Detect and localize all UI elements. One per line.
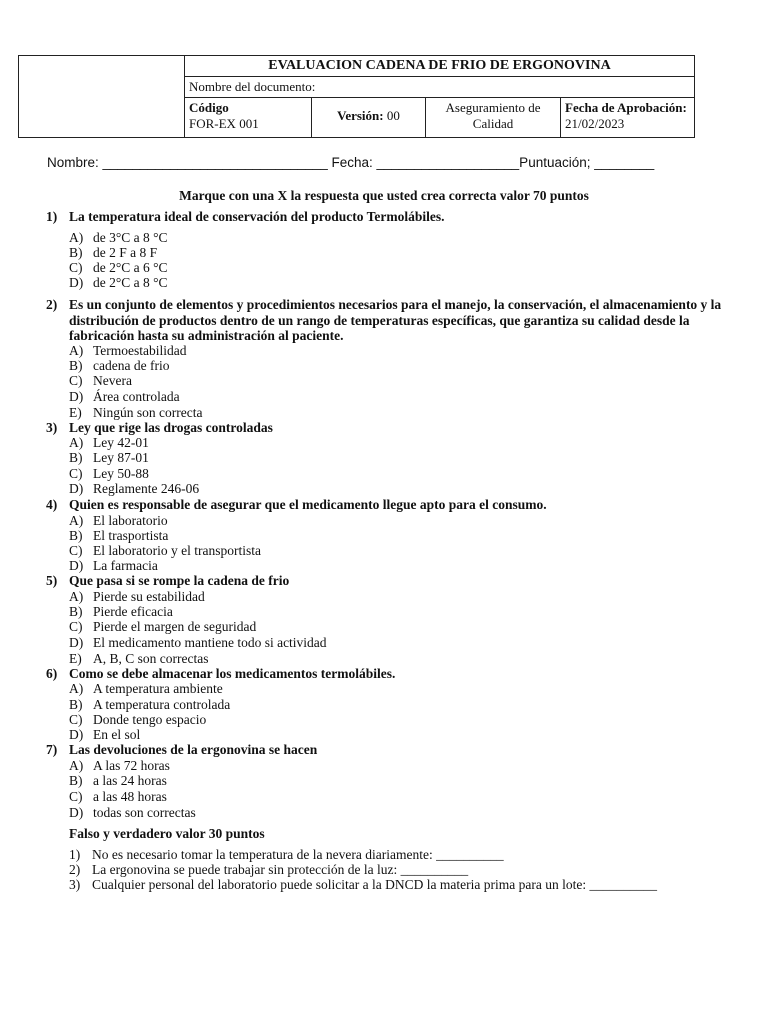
code-value: FOR-EX 001 <box>189 116 259 131</box>
question-7 <box>46 742 746 758</box>
question-number: 4) <box>46 497 58 512</box>
option[interactable]: B) a las 24 horas <box>69 773 167 788</box>
question-1 <box>46 209 746 225</box>
option[interactable]: B) Pierde eficacia <box>69 604 173 619</box>
option[interactable]: C) Donde tengo espacio <box>69 712 207 727</box>
option[interactable]: B) de 2 F a 8 F <box>69 245 158 260</box>
option[interactable]: A) El laboratorio <box>69 513 168 528</box>
question-number: 1) <box>46 209 58 224</box>
option[interactable]: D) Área controlada <box>69 389 180 404</box>
question-3 <box>46 420 746 436</box>
option[interactable]: C) Ley 50-88 <box>69 466 149 481</box>
doc-name-label: Nombre del documento: <box>185 76 694 98</box>
question-text: Es un conjunto de elementos y procedimientos necesarios para el manejo, la conservación, el almacenamiento y la distribución de productos dentro de un rango de temperaturas específicas, que garantiza su calidad desde la fabricación hasta su administración al paciente. <box>69 297 722 343</box>
option[interactable]: D) En el sol <box>69 727 141 742</box>
option[interactable]: A) Pierde su estabilidad <box>69 589 205 604</box>
version-value: 00 <box>386 108 400 123</box>
department-line2: Calidad <box>472 116 514 131</box>
tf-item[interactable]: 3) Cualquier personal del laboratorio puede solicitar a la DNCD la materia prima para un lote: __________ <box>69 877 657 892</box>
student-info-line: Nombre: ______________________________ Fecha: ___________________Puntuación; ________ <box>47 155 655 170</box>
question-text: La temperatura ideal de conservación del producto Termolábiles. <box>69 209 445 224</box>
option[interactable]: A) de 3°C a 8 °C <box>69 230 168 245</box>
approval-cell <box>561 98 694 137</box>
option[interactable]: D) de 2°C a 8 °C <box>69 275 168 290</box>
option[interactable]: A) Ley 42-01 <box>69 435 149 450</box>
question-text: Quien es responsable de asegurar que el medicamento llegue apto para el consumo. <box>69 497 547 512</box>
option[interactable]: B) Ley 87-01 <box>69 450 149 465</box>
question-text: Ley que rige las drogas controladas <box>69 420 273 435</box>
option[interactable]: D) Reglamente 246-06 <box>69 481 200 496</box>
document-title: EVALUACION CADENA DE FRIO DE ERGONOVINA <box>185 56 694 77</box>
logo-cell <box>19 56 185 137</box>
department-line1: Aseguramiento de <box>445 100 541 115</box>
code-label: Código <box>189 100 229 115</box>
option[interactable]: A) A temperatura ambiente <box>69 681 223 696</box>
approval-value: 21/02/2023 <box>565 116 625 131</box>
option[interactable]: E) A, B, C son correctas <box>69 651 209 666</box>
tf-section-title: Falso y verdadero valor 30 puntos <box>69 826 265 841</box>
header-table <box>18 55 695 138</box>
question-number: 7) <box>46 742 58 757</box>
instructions: Marque con una X la respuesta que usted crea correcta valor 70 puntos <box>179 188 589 203</box>
question-text: Como se debe almacenar los medicamentos termolábiles. <box>69 666 396 681</box>
question-5 <box>46 573 746 589</box>
question-number: 6) <box>46 666 58 681</box>
option[interactable]: C) Pierde el margen de seguridad <box>69 619 257 634</box>
option[interactable]: A) A las 72 horas <box>69 758 170 773</box>
code-cell <box>185 98 312 137</box>
question-text: Las devoluciones de la ergonovina se hacen <box>69 742 318 757</box>
option[interactable]: B) El trasportista <box>69 528 169 543</box>
option[interactable]: A) Termoestabilidad <box>69 343 187 358</box>
question-2 <box>46 297 746 344</box>
version-cell <box>312 98 426 137</box>
option[interactable]: B) cadena de frio <box>69 358 170 373</box>
option[interactable]: D) La farmacia <box>69 558 158 573</box>
question-text: Que pasa si se rompe la cadena de frio <box>69 573 290 588</box>
option[interactable]: D) El medicamento mantiene todo si actividad <box>69 635 327 650</box>
question-4 <box>46 497 746 513</box>
option[interactable]: D) todas son correctas <box>69 805 196 820</box>
department-cell <box>426 98 561 137</box>
option[interactable]: C) Nevera <box>69 373 132 388</box>
tf-item[interactable]: 2) La ergonovina se puede trabajar sin protección de la luz: __________ <box>69 862 469 877</box>
option[interactable]: C) a las 48 horas <box>69 789 167 804</box>
tf-item[interactable]: 1) No es necesario tomar la temperatura de la nevera diariamente: __________ <box>69 847 504 862</box>
option[interactable]: E) Ningún son correcta <box>69 405 203 420</box>
option[interactable]: B) A temperatura controlada <box>69 697 231 712</box>
question-6 <box>46 666 746 682</box>
option[interactable]: C) El laboratorio y el transportista <box>69 543 261 558</box>
question-number: 3) <box>46 420 58 435</box>
approval-label: Fecha de Aprobación: <box>565 100 687 115</box>
question-number: 2) <box>46 297 58 312</box>
version-label: Versión: <box>337 108 384 123</box>
question-number: 5) <box>46 573 58 588</box>
option[interactable]: C) de 2°C a 6 °C <box>69 260 168 275</box>
